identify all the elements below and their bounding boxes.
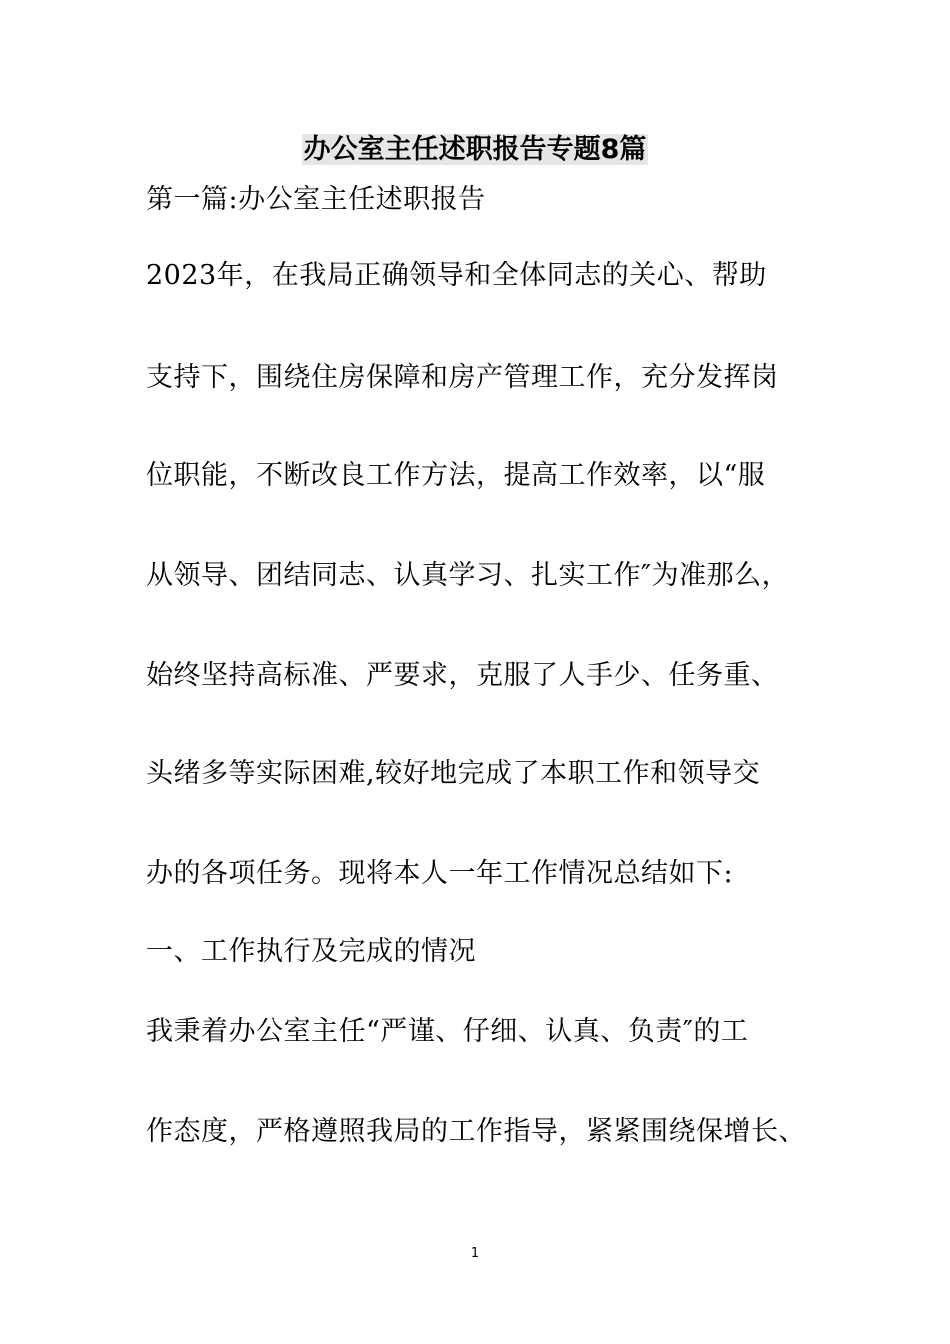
paragraph-1-line-4: 从领导、团结同志、认真学习、扎实工作″为准那么， bbox=[146, 560, 790, 591]
paragraph-1-line-2: 支持下，围绕住房保障和房产管理工作，充分发挥岗 bbox=[146, 362, 779, 393]
paragraph-2-line-1: 我秉着办公室主任“严谨、仔细、认真、负责″的工 bbox=[146, 1016, 749, 1047]
page-number: 1 bbox=[470, 1246, 480, 1261]
section-heading: 第一篇:办公室主任述职报告 bbox=[146, 184, 486, 215]
subheading: 一、工作执行及完成的情况 bbox=[146, 936, 476, 967]
document-title bbox=[0, 130, 950, 170]
paragraph-2-line-2: 作态度，严格遵照我局的工作指导，紧紧围绕保增长、 bbox=[146, 1116, 806, 1147]
paragraph-1-line-5: 始终坚持高标准、严要求，克服了人手少、任务重、 bbox=[146, 660, 779, 691]
paragraph-1-line-7: 办的各项任务。现将本人一年工作情况总结如下: bbox=[146, 858, 734, 889]
paragraph-1-line-3: 位职能，不断改良工作方法，提高工作效率，以“服 bbox=[146, 460, 766, 491]
paragraph-1-line-6: 头绪多等实际困难,较好地完成了本职工作和领导交 bbox=[146, 758, 761, 789]
paragraph-1-line-1: 2023年，在我局正确领导和全体同志的关心、帮助 bbox=[146, 260, 767, 291]
document-title-text: 办公室主任述职报告专题8篇 bbox=[303, 134, 647, 165]
